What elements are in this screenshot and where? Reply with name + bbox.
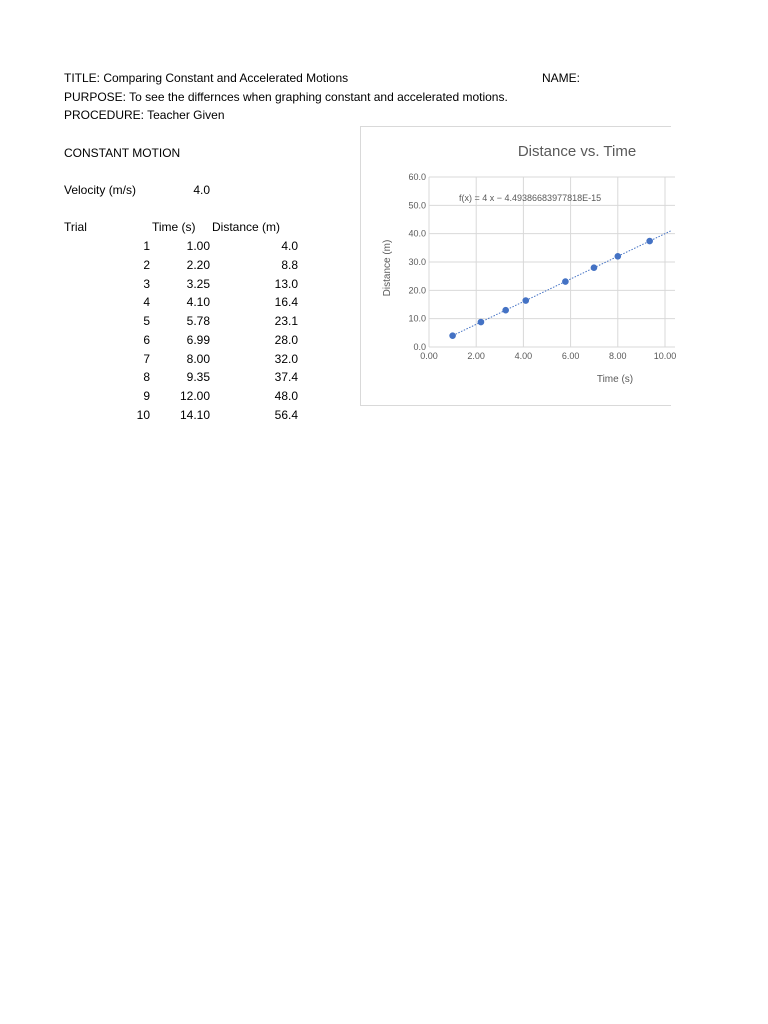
data-point [646,238,653,245]
col-header-time: Time (s) [152,220,196,234]
y-tick-label: 10.0 [408,313,426,324]
distance-time-chart [361,127,677,405]
table-cell-time: 2.20 [186,257,210,272]
x-tick-label: 0.00 [420,351,438,361]
table-cell-trial: 3 [143,276,150,291]
table-cell-trial: 6 [143,332,150,347]
page-title: TITLE: Comparing Constant and Accelerated Motions [64,71,349,85]
trendline-equation: f(x) = 4 x − 4.49386683977818E-15 [459,193,602,203]
table-cell-distance: 4.0 [281,239,298,253]
table-cell-time: 14.10 [179,407,210,422]
table-cell-distance: 23.1 [274,314,298,328]
y-tick-label: 50.0 [408,200,426,211]
x-tick-label: 6.00 [561,351,580,361]
table-cell-distance: 16.4 [274,295,298,310]
section-heading: CONSTANT MOTION [64,146,181,160]
table-cell-trial: 8 [143,370,150,385]
table-cell-trial: 1 [143,239,150,253]
table-cell-trial: 9 [143,389,150,403]
x-tick-label: 10.00 [653,351,677,361]
table-cell-distance: 48.0 [274,389,298,403]
table-cell-trial: 7 [143,351,150,366]
table-cell-distance: 56.4 [274,407,298,422]
procedure-text: PROCEDURE: Teacher Given [64,108,225,122]
y-tick-label: 0.0 [413,342,426,352]
velocity-label: Velocity (m/s) [64,183,137,197]
x-tick-label: 4.00 [514,351,533,361]
table-cell-trial: 2 [143,257,150,272]
chart-area [360,126,677,406]
table-cell-time: 3.25 [186,276,210,291]
data-point [478,319,485,326]
data-point [562,278,569,285]
x-axis-title: Time (s) [596,374,634,385]
table-cell-time: 1.00 [186,239,210,253]
data-point [449,332,456,339]
table-cell-time: 12.00 [179,389,210,403]
y-tick-label: 60.0 [408,172,426,182]
chart-title: Distance vs. Time [517,143,637,160]
x-axis-ticks [420,351,676,361]
y-tick-label: 20.0 [408,285,426,296]
table-cell-time: 8.00 [186,351,210,366]
table-cell-distance: 8.8 [281,257,298,272]
velocity-value: 4.0 [193,183,210,197]
table-cell-distance: 37.4 [274,370,298,385]
table-cell-trial: 4 [143,295,150,310]
data-point [591,264,598,271]
table-cell-time: 6.99 [186,332,210,347]
purpose-text: PURPOSE: To see the differnces when graphing constant and accelerated motions. [64,90,508,104]
table-cell-distance: 13.0 [274,276,298,291]
data-point [522,297,529,304]
table-cell-time: 4.10 [186,295,210,310]
table-cell-distance: 28.0 [274,332,298,347]
table-cell-trial: 10 [136,407,150,422]
table-cell-time: 9.35 [186,370,210,385]
x-tick-label: 2.00 [467,351,485,361]
data-point [615,253,622,260]
table-cell-trial: 5 [143,314,150,328]
y-axis-title: Distance (m) [382,239,393,297]
col-header-trial: Trial [64,220,87,234]
table-cell-time: 5.78 [186,314,210,328]
y-tick-label: 40.0 [408,228,426,239]
name-label: NAME: [542,71,581,85]
table-cell-distance: 32.0 [274,351,298,366]
data-point [502,307,509,314]
x-tick-label: 8.00 [609,351,627,361]
y-tick-label: 30.0 [408,257,426,267]
y-axis-ticks [408,172,426,352]
col-header-distance: Distance (m) [212,220,281,234]
